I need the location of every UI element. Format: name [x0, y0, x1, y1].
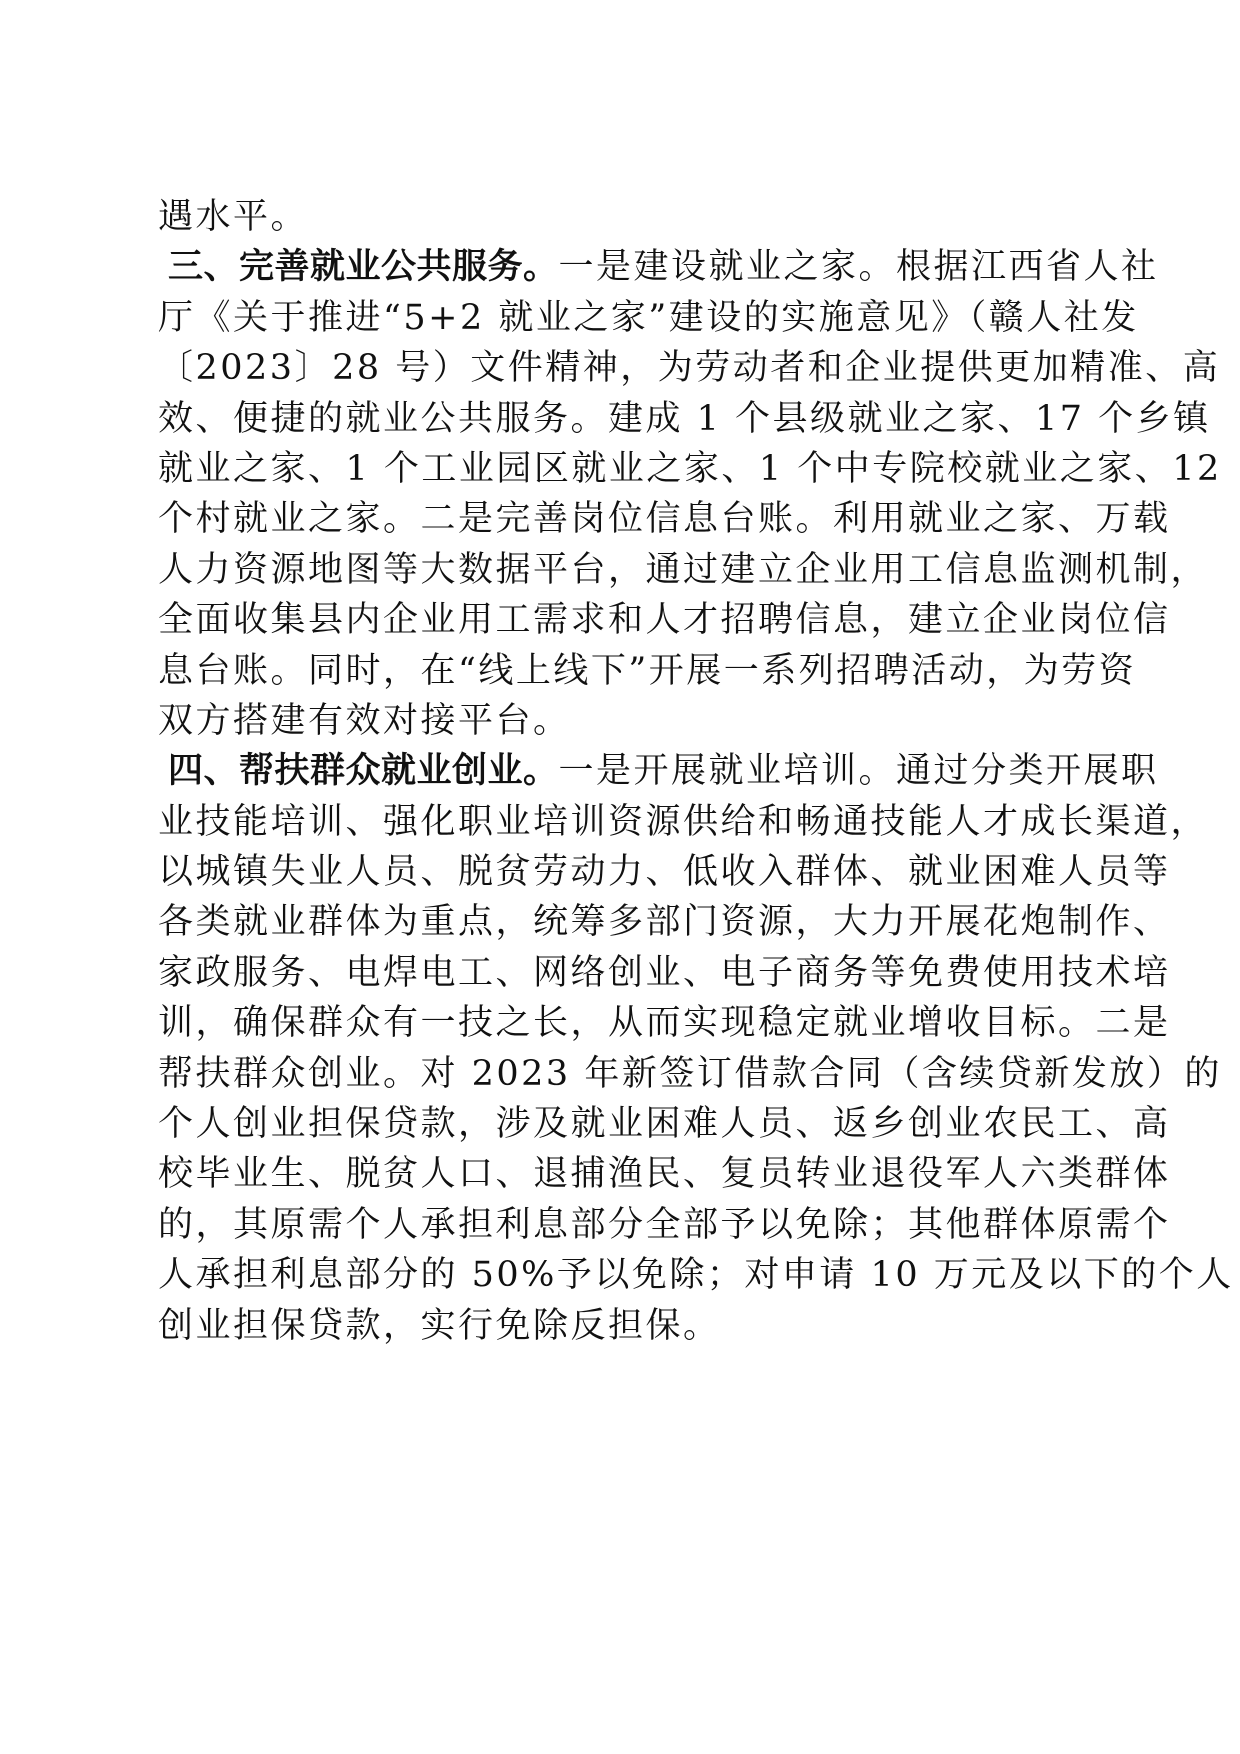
line-text: 人力资源地图等大数据平台，通过建立企业用工信息监测机制， — [158, 549, 1209, 590]
line-text: 个村就业之家。二是完善岗位信息台账。利用就业之家、万载 — [158, 499, 1171, 540]
line-text: 帮扶群众创业。对 2023 年新签订借款合同（含续贷新发放）的 — [158, 1053, 1222, 1094]
section-four-heading-line — [158, 746, 1159, 796]
text-line — [158, 1149, 1171, 1199]
text-line — [158, 797, 1209, 847]
text-line — [158, 494, 1171, 544]
text-line — [158, 696, 1088, 746]
line-text: 全面收集县内企业用工需求和人才招聘信息，建立企业岗位信 — [158, 600, 1171, 641]
text-line — [158, 444, 1222, 494]
section-heading: 四、帮扶群众就业创业。 — [168, 751, 559, 792]
line-text: 个人创业担保贷款，涉及就业困难人员、返乡创业农民工、高 — [158, 1104, 1171, 1145]
line-text: 息台账。同时，在“线上线下”开展一系列招聘活动，为劳资 — [158, 650, 1137, 691]
line-text: 遇水平。 — [158, 197, 309, 237]
text-line — [158, 998, 1171, 1048]
text-line — [158, 646, 1137, 696]
line-text: 各类就业群体为重点，统筹多部门资源，大力开展花炮制作、 — [158, 902, 1171, 943]
text-line — [158, 897, 1171, 947]
line-text: 就业之家、1 个工业园区就业之家、1 个中专院校就业之家、12 — [158, 448, 1222, 489]
line-text: 一是建设就业之家。根据江西省人社 — [558, 247, 1159, 288]
line-text: 〔2023〕28 号）文件精神，为劳动者和企业提供更加精准、高 — [158, 348, 1221, 389]
line-text: 双方搭建有效对接平台。 — [158, 700, 571, 741]
text-line — [158, 545, 1209, 595]
line-text: 以城镇失业人员、脱贫劳动力、低收入群体、就业困难人员等 — [158, 852, 1171, 893]
line-text: 家政服务、电焊电工、网络创业、电子商务等免费使用技术培 — [158, 952, 1171, 993]
body-text — [158, 192, 1234, 1351]
text-line — [158, 948, 1171, 998]
section-heading: 三、完善就业公共服务。 — [168, 247, 559, 288]
text-line — [158, 1099, 1171, 1149]
text-line — [158, 343, 1221, 393]
line-text: 创业担保贷款，实行免除反担保。 — [158, 1305, 721, 1346]
text-line — [158, 847, 1171, 897]
text-line — [158, 1301, 1088, 1351]
line-text: 一是开展就业培训。通过分类开展职 — [558, 751, 1159, 792]
text-line — [158, 595, 1171, 645]
text-line — [158, 1049, 1222, 1099]
text-line — [158, 293, 1139, 343]
text-line — [158, 1250, 1234, 1300]
line-text: 效、便捷的就业公共服务。建成 1 个县级就业之家、17 个乡镇 — [158, 398, 1211, 439]
text-line — [158, 1200, 1171, 1250]
line-text: 训，确保群众有一技之长，从而实现稳定就业增收目标。二是 — [158, 1003, 1171, 1044]
line-text: 校毕业生、脱贫人口、退捕渔民、复员转业退役军人六类群体 — [158, 1154, 1171, 1195]
line-text: 厅《关于推进“5+2 就业之家”建设的实施意见》（赣人社发 — [158, 297, 1139, 338]
line-text: 业技能培训、强化职业培训资源供给和畅通技能人才成长渠道， — [158, 801, 1209, 842]
line-text: 的，其原需个人承担利息部分全部予以免除；其他群体原需个 — [158, 1204, 1171, 1245]
section-three-heading-line — [158, 242, 1159, 292]
text-line — [158, 192, 1088, 242]
text-line — [158, 394, 1211, 444]
line-text: 人承担利息部分的 50%予以免除；对申请 10 万元及以下的个人 — [158, 1255, 1234, 1296]
